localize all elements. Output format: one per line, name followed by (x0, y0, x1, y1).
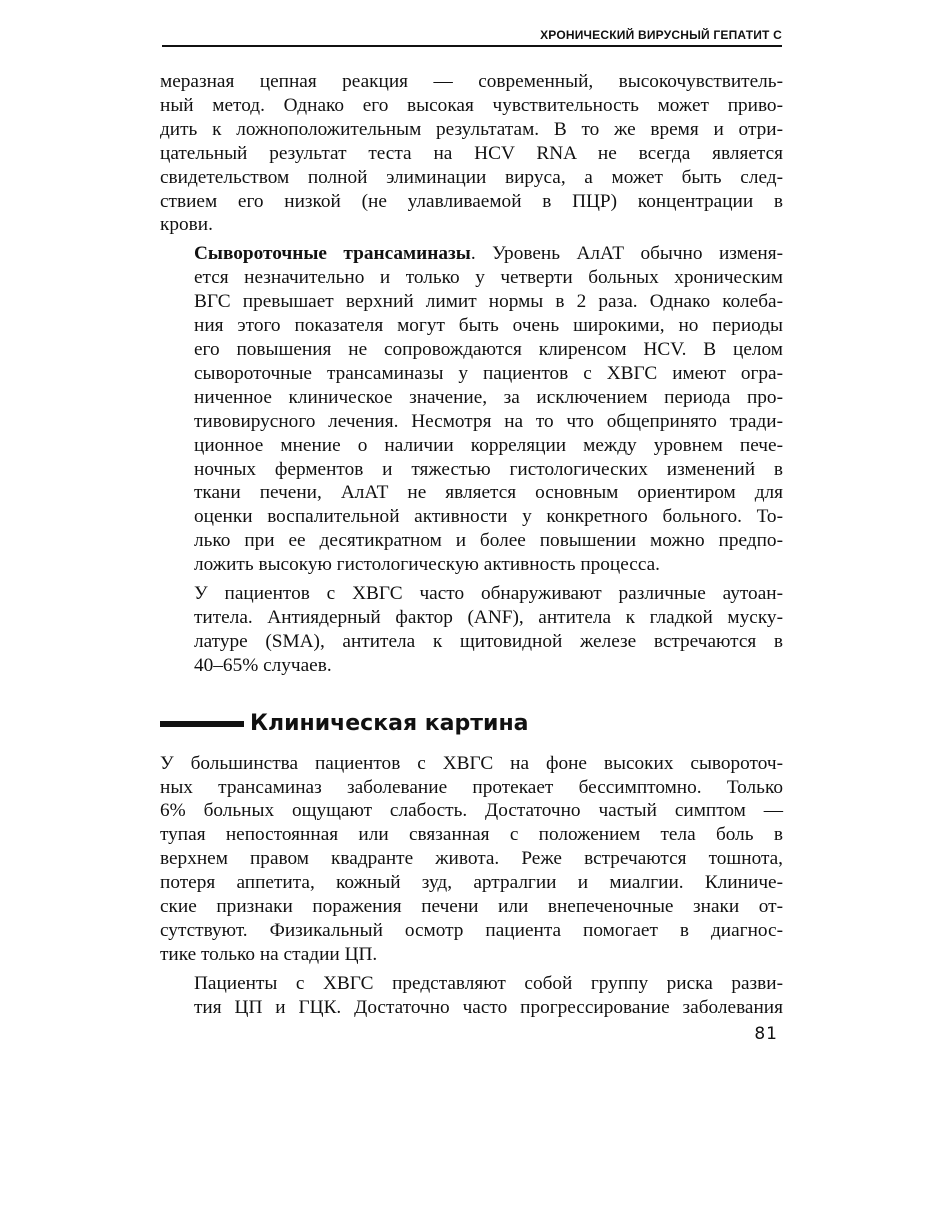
text-line: ционное мнение о наличии корреляции между уровнем пече- (194, 434, 783, 456)
text-line: потеря аппетита, кожный зуд, артралгии и миалгии. Клиниче- (160, 872, 783, 894)
page-body (160, 70, 783, 1020)
text-line: ется незначительно и только у четверти больных хроническим (194, 267, 783, 289)
section-marker-bar (160, 721, 244, 727)
text-line: лько при ее десятикратном и более повышении можно предпо- (194, 530, 783, 552)
page-number: 81 (754, 1024, 778, 1044)
paragraph-autoantibodies (160, 582, 783, 678)
text-line: 40–65% случаев. (194, 654, 332, 676)
text-line: дить к ложноположительным результатам. В то же время и отри- (160, 118, 783, 140)
text-line: ткани печени, АлАТ не является основным ориентиром для (194, 482, 783, 504)
text-line: ские признаки поражения печени или внепеченочные знаки от- (160, 896, 783, 918)
text-line: титела. Антиядерный фактор (ANF), антитела к гладкой муску- (194, 606, 783, 628)
text-line: тике только на стадии ЦП. (160, 943, 378, 965)
text-line: его повышения не сопровождаются клиренсом HCV. В целом (194, 338, 783, 360)
paragraph-lead-term: Сывороточные трансаминазы (194, 243, 471, 265)
section-heading (160, 710, 783, 738)
text-line: У большинства пациентов с ХВГС на фоне высоких сывороточ- (160, 752, 783, 774)
text-line: ных трансаминаз заболевание протекает бессимптомно. Только (160, 776, 783, 798)
text-line: тия ЦП и ГЦК. Достаточно часто прогрессирование заболевания (194, 996, 783, 1018)
paragraph-transaminases (160, 242, 783, 577)
running-head: ХРОНИЧЕСКИЙ ВИРУСНЫЙ ГЕПАТИТ С (540, 28, 782, 42)
text-line: крови. (160, 214, 213, 236)
text-line: сутствуют. Физикальный осмотр пациента помогает в диагнос- (160, 920, 783, 941)
text-line: Пациенты с ХВГС представляют собой группу риска разви- (194, 972, 783, 994)
text-line: ния этого показателя могут быть очень широкими, но периоды (194, 315, 783, 337)
text-line: ложить высокую гистологическую активность процесса. (194, 554, 661, 576)
text-line (160, 242, 783, 266)
text-line: свидетельством полной элиминации вируса, а может быть след- (160, 166, 783, 188)
text-line: верхнем правом квадранте живота. Реже встречаются тошнота, (160, 848, 783, 870)
text-line: латуре (SMA), антитела к щитовидной железе встречаются в (194, 630, 783, 652)
paragraph-risk-group (160, 972, 783, 1020)
text-line: цательный результат теста на HCV RNA не всегда является (160, 142, 783, 164)
text-line: сывороточные трансаминазы у пациентов с ХВГС имеют огра- (194, 362, 783, 384)
text-line: ниченное клиническое значение, за исключением периода про- (194, 386, 783, 408)
text-line: тивовирусного лечения. Несмотря на то что общепринято тради- (194, 410, 783, 432)
text-line: ночных ферментов и тяжестью гистологических изменений в (194, 458, 783, 480)
text-line: тупая непостоянная или связанная с положением тела боль в (160, 824, 783, 846)
text-line: У пациентов с ХВГС часто обнаруживают различные аутоан- (194, 583, 783, 605)
text-line: ствием его низкой (не улавливаемой в ПЦР) концентрации в (160, 190, 783, 212)
paragraph-clinical-picture (160, 752, 783, 967)
section-title: Клиническая картина (250, 710, 529, 736)
paragraph-pcr (160, 70, 783, 237)
text-line: оценки воспалительной активности у конкретного больного. То- (194, 506, 783, 528)
text-line: ВГС превышает верхний лимит нормы в 2 раза. Однако колеба- (194, 291, 783, 313)
text-fragment: . Уровень АлАТ обычно изменя- (470, 243, 783, 265)
text-line: ный метод. Однако его высокая чувствительность может приво- (160, 94, 783, 116)
text-line: меразная цепная реакция — современный, высокочувствитель- (160, 71, 783, 92)
header-rule (162, 45, 782, 47)
text-line: 6% больных ощущают слабость. Достаточно частый симптом — (160, 800, 783, 822)
